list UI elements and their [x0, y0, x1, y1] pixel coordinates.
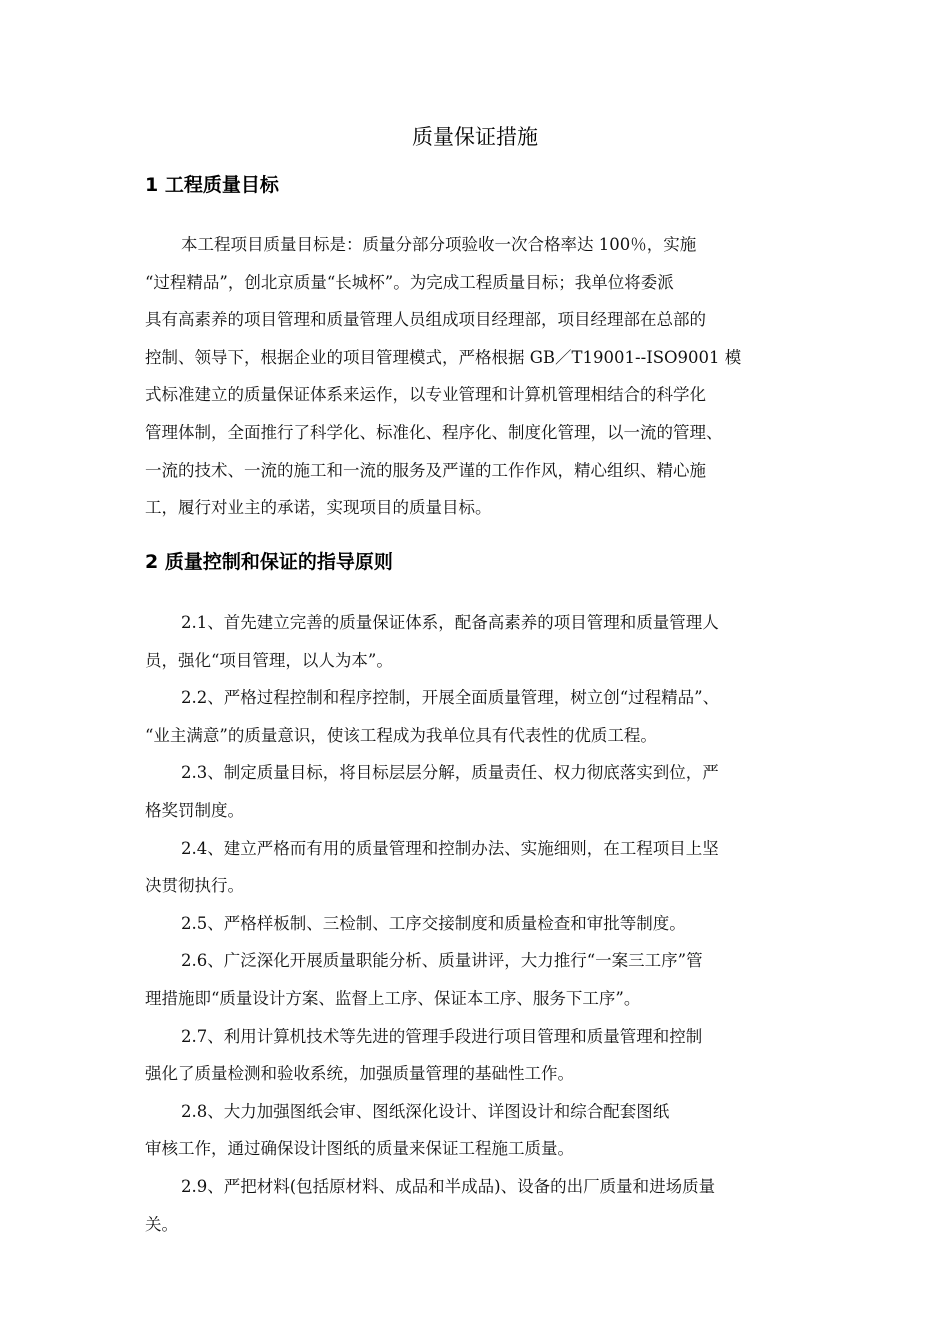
list-item-line: 2.5、严格样板制、三检制、工序交接制度和质量检查和审批等制度。 [181, 913, 686, 933]
list-item-line: 格奖罚制度。 [145, 800, 244, 820]
list-item-line: 关。 [145, 1214, 178, 1234]
paragraph-line: 管理体制，全面推行了科学化、标准化、程序化、制度化管理，以一流的管理、 [145, 422, 723, 442]
section-heading-1: 1 工程质量目标 [145, 174, 279, 196]
list-item-line: 2.8、大力加强图纸会审、图纸深化设计、详图设计和综合配套图纸 [181, 1101, 670, 1121]
list-item-line: “业主满意”的质量意识，使该工程成为我单位具有代表性的优质工程。 [145, 725, 657, 745]
paragraph-line: 控制、领导下，根据企业的项目管理模式，严格根据 GB／T19001--ISO9001 模 [145, 347, 742, 367]
list-item-line: 2.6、广泛深化开展质量职能分析、质量讲评，大力推行“一案三工序”管 [181, 951, 703, 971]
list-item-line: 2.2、严格过程控制和程序控制，开展全面质量管理，树立创“过程精品”、 [181, 688, 720, 708]
list-item-line: 审核工作，通过确保设计图纸的质量来保证工程施工质量。 [145, 1139, 574, 1159]
paragraph-line: 工，履行对业主的承诺，实现项目的质量目标。 [145, 498, 492, 518]
list-item-line: 理措施即“质量设计方案、监督上工序、保证本工序、服务下工序”。 [145, 988, 641, 1008]
section-heading-2: 2 质量控制和保证的指导原则 [145, 551, 393, 573]
list-item-line: 2.7、利用计算机技术等先进的管理手段进行项目管理和质量管理和控制 [181, 1026, 703, 1046]
list-item-line: 2.9、严把材料(包括原材料、成品和半成品)、设备的出厂质量和进场质量 [181, 1176, 716, 1196]
section-1-body [145, 226, 835, 527]
paragraph-line: 一流的技术、一流的施工和一流的服务及严谨的工作作风，精心组织、精心施 [145, 460, 706, 480]
paragraph-line: 本工程项目质量目标是：质量分部分项验收一次合格率达 100％，实施 [181, 235, 697, 254]
paragraph-line: 具有高素养的项目管理和质量管理人员组成项目经理部，项目经理部在总部的 [145, 310, 706, 330]
list-item-line: 2.3、制定质量目标，将目标层层分解，质量责任、权力彻底落实到位，严 [181, 763, 719, 783]
list-item-line: 2.1、首先建立完善的质量保证体系，配备高素养的项目管理和质量管理人 [181, 613, 719, 632]
list-item-line: 强化了质量检测和验收系统，加强质量管理的基础性工作。 [145, 1064, 574, 1084]
document-title: 质量保证措施 [412, 125, 538, 149]
list-item-line: 员，强化“项目管理，以人为本”。 [145, 650, 393, 670]
list-item-line: 2.4、建立严格而有用的质量管理和控制办法、实施细则，在工程项目上坚 [181, 838, 719, 858]
paragraph-line: “过程精品”，创北京质量“长城杯”。为完成工程质量目标；我单位将委派 [145, 272, 674, 292]
section-2-body [145, 604, 835, 1243]
paragraph-line: 式标准建立的质量保证体系来运作，以专业管理和计算机管理相结合的科学化 [145, 385, 706, 405]
list-item-line: 决贯彻执行。 [145, 876, 244, 896]
